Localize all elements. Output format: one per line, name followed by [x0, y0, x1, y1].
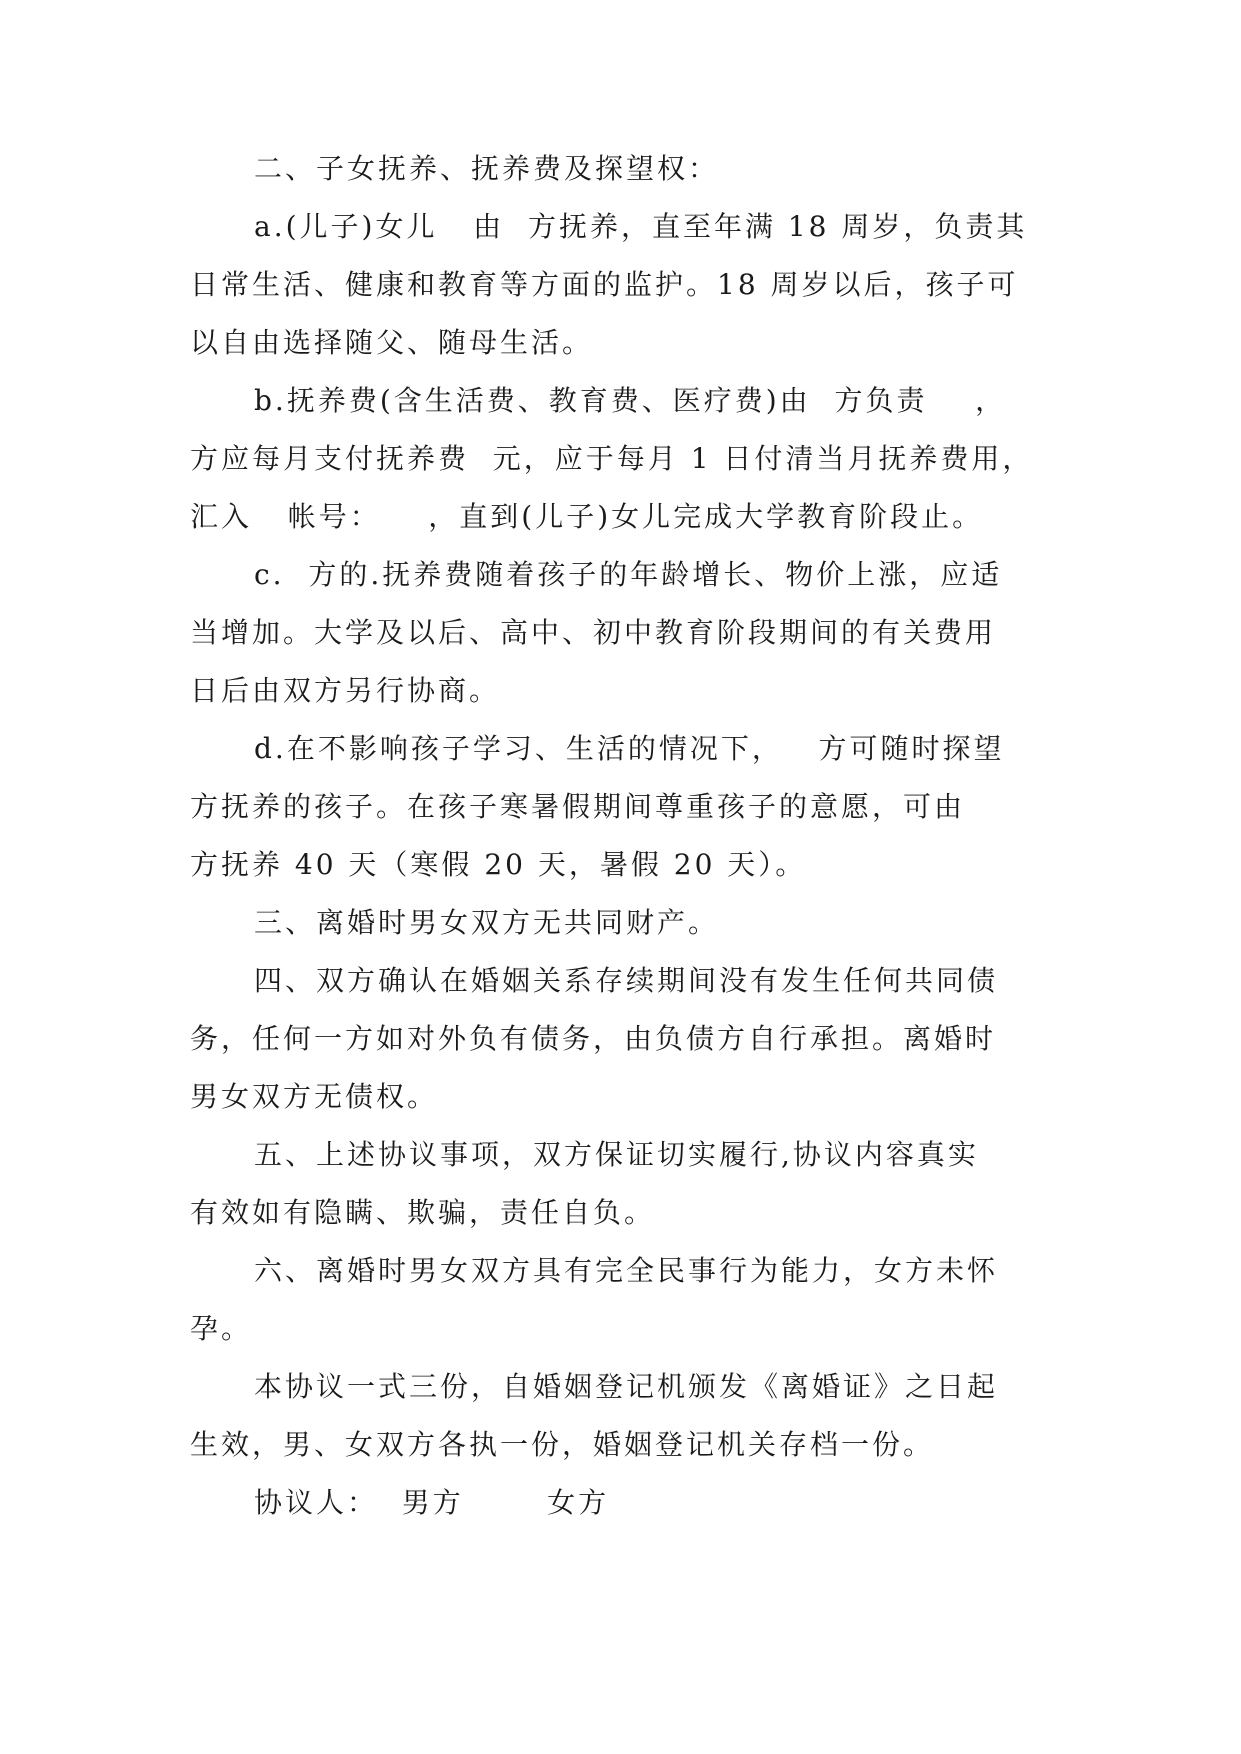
body-line: 方抚养的孩子。在孩子寒暑假期间尊重孩子的意愿，可由	[190, 790, 966, 823]
body-line: 务，任何一方如对外负有债务，由负债方自行承担。离婚时	[190, 1022, 997, 1055]
body-line: 六、离婚时男女双方具有完全民事行为能力，女方未怀	[254, 1254, 999, 1287]
agreement-body	[190, 152, 1050, 1544]
body-line: 当增加。大学及以后、高中、初中教育阶段期间的有关费用	[190, 616, 997, 649]
body-line: 日常生活、健康和教育等方面的监护。18 周岁以后，孩子可	[190, 268, 1019, 301]
body-line: 方抚养 40 天（寒假 20 天，暑假 20 天）。	[190, 848, 807, 881]
body-line: 本协议一式三份，自婚姻登记机颁发《离婚证》之日起	[254, 1370, 999, 1403]
body-line: 以自由选择随父、随母生活。	[190, 326, 594, 359]
body-line: 五、上述协议事项，双方保证切实履行,协议内容真实	[254, 1138, 979, 1171]
body-line: 男女双方无债权。	[190, 1080, 439, 1113]
body-line: a.(儿子)女儿 由 方抚养，直至年满 18 周岁，负责其	[254, 210, 1028, 243]
body-line: 孕。	[190, 1312, 253, 1345]
body-line: c. 方的.抚养费随着孩子的年龄增长、物价上涨，应适	[254, 558, 1003, 591]
body-line: 四、双方确认在婚姻关系存续期间没有发生任何共同债	[254, 964, 999, 997]
body-line: 有效如有隐瞒、欺骗，责任自负。	[190, 1196, 656, 1229]
body-line: 生效，男、女双方各执一份，婚姻登记机关存档一份。	[190, 1428, 935, 1461]
body-line: 二、子女抚养、抚养费及探望权：	[254, 152, 720, 185]
body-line: b.抚养费(含生活费、教育费、医疗费)由 方负责 ，	[254, 384, 1007, 417]
body-line: 汇入 帐号： ，直到(儿子)女儿完成大学教育阶段止。	[190, 500, 984, 533]
body-line: 方应每月支付抚养费 元，应于每月 1 日付清当月抚养费用，	[190, 442, 1034, 475]
signature-line: 协议人： 男方 女方	[254, 1486, 610, 1519]
body-line: d.在不影响孩子学习、生活的情况下， 方可随时探望	[254, 732, 1005, 765]
body-line: 日后由双方另行协商。	[190, 674, 501, 707]
body-line: 三、离婚时男女双方无共同财产。	[254, 906, 720, 939]
